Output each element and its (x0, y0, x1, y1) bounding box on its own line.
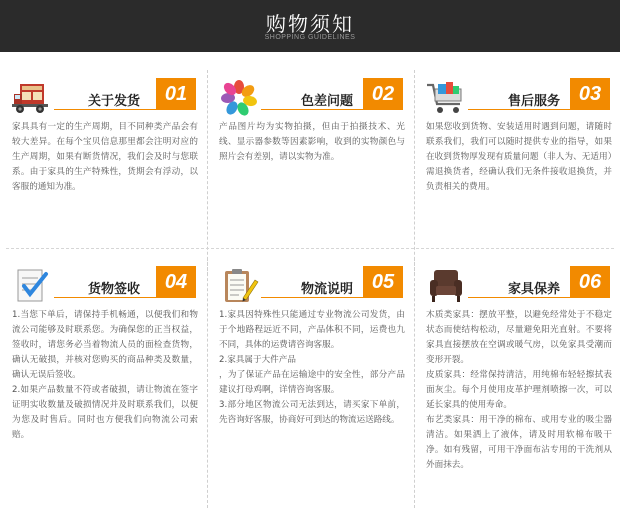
truck-icon (10, 80, 54, 116)
page-subtitle: SHOPPING GUIDELINES (264, 34, 356, 41)
card-number-badge: 04 (156, 266, 196, 298)
column-divider (414, 70, 415, 275)
page-header (0, 0, 620, 52)
card-number-badge: 01 (156, 78, 196, 110)
card-body-text: 1.家具因特殊性只能通过专业物流公司发货，由于个地路程远近不同，产品体积不同，运费也九不同，具体的运费请咨询客服。 2.家具属于大件产品 ，为了保证产品在运输途中的安全性，部分产品建议打母鸡啊，详情咨询客服。 3.部分地区物流公司无法到达，请买家下单前，先咨询好客服，协商好可到达的物流运送路线。 (219, 310, 405, 425)
clipboard-pencil-icon (217, 268, 261, 304)
card-body-text: 木质类家具：摆放平整，以避免经常处于不稳定状态而使结构松动，尽量避免阳光直射。不要将家具直接摆放在空调或暖气房，以免家具受潮而变形开裂。 皮质家具：经常保持清洁，用纯棉布轻轻擦拭表面灰尘。每个月使用皮革护理剂喷擦一次，可以延长家具的使用寿命。 布艺类家具：用干净的棉布、或用专业的吸尘器清洁。如果洒上了液体，请及时用软棉布吸干净。如有残留，可用干净面布沾专用的干洗剂从外面抹去。 (426, 310, 612, 470)
card-body-text: 如果您收到货物、安装适用时遇到问题，请随时联系我们，我们可以随时提供专业的指导，如果在收到货物厚发现有质量问题（非人为、无适用）需退换货者，经确认我们无条件接收退换货，并负责相关的费用。 (426, 122, 612, 192)
card-number-badge: 05 (363, 266, 403, 298)
checklist-icon (10, 268, 54, 304)
card-number-badge: 06 (570, 266, 610, 298)
column-divider (414, 258, 415, 508)
card-body-text: 产品图片均为实物拍摄，但由于拍摄技术、光线、显示器参数等因素影响，收到的实物颜色与照片会有差别，请以实物为准。 (219, 122, 405, 162)
title-underline (261, 109, 363, 110)
title-underline (54, 297, 156, 298)
shopping-cart-icon (424, 80, 468, 116)
card-body-text: 家具具有一定的生产周期，目不同种类产品会有较大差异。在每个宝贝信息那里都会注明对应的生产周期，如果有断货情况，我们会及时与您联系。由于家具的生产特殊性，货期会有浮动，以客服的通知为准。 (12, 122, 198, 192)
card-number-badge: 03 (570, 78, 610, 110)
info-card-maintenance (418, 254, 618, 510)
card-title: 物流说明 (301, 282, 354, 297)
info-card-logistics (211, 254, 411, 510)
card-title: 货物签收 (88, 282, 141, 297)
info-card-receipt (4, 254, 204, 510)
title-underline (261, 297, 363, 298)
card-number-badge: 02 (363, 78, 403, 110)
card-body-text: 1.当您下单后，请保持手机畅通，以便我们和物流公司能够及时联系您。为确保您的正当权益，签收时，请您务必当着物流人员的面检查货物，确认无破损，并核对您购买的商品种类及数量，确认无误后签收。 2.如果产品数量不符或者破损，请让物流在签字证明实收数量及破损情况并及时联系我们，以便为您及时售后。同时也方便我们向物流公司索赔。 (12, 310, 198, 440)
armchair-icon (424, 268, 468, 304)
card-title: 家具保养 (508, 282, 561, 297)
column-divider (207, 70, 208, 275)
card-title: 关于发货 (88, 94, 141, 109)
color-palette-icon (217, 80, 261, 116)
title-underline (468, 297, 570, 298)
card-title: 售后服务 (508, 94, 561, 109)
column-divider (207, 258, 208, 508)
page-title: 购物须知 (266, 12, 354, 36)
card-title: 色差问题 (301, 94, 354, 109)
title-underline (468, 109, 570, 110)
title-underline (54, 109, 156, 110)
